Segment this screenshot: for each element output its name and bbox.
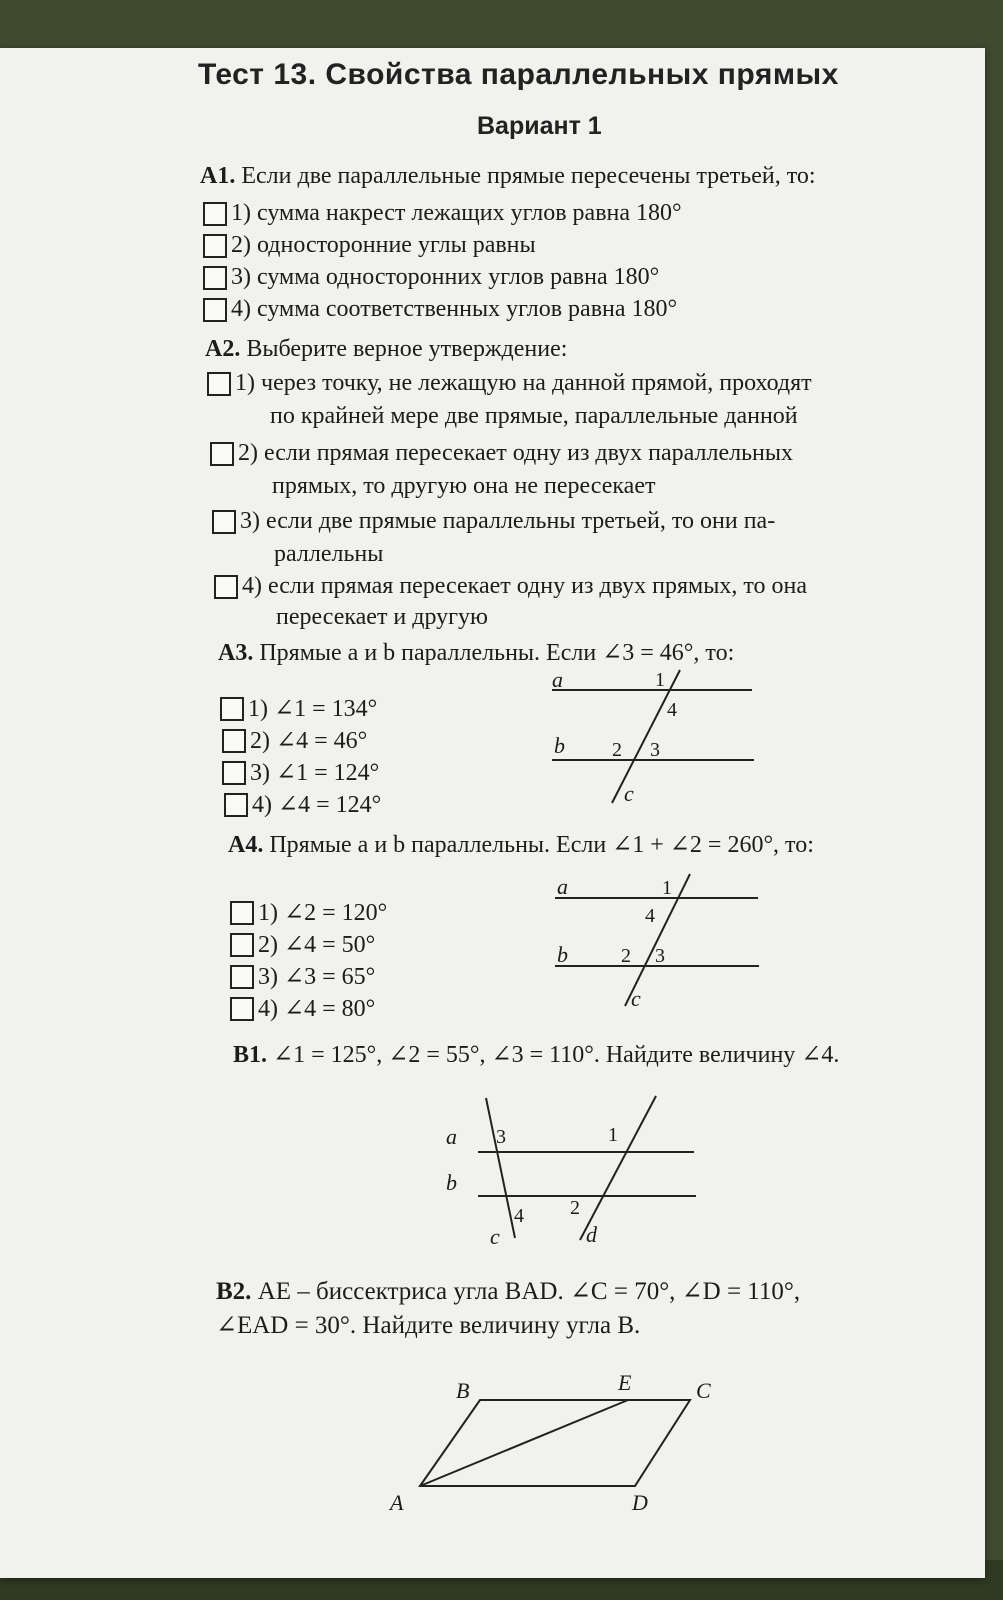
option-text: 2) односторонние углы равны xyxy=(231,232,536,258)
label-c: c xyxy=(624,781,634,806)
a4-label: А4. xyxy=(228,832,264,858)
a3-option-2[interactable] xyxy=(222,726,367,755)
vertex-c: C xyxy=(696,1378,711,1403)
a1-option-2[interactable] xyxy=(203,232,536,259)
a1-option-1[interactable] xyxy=(203,200,682,227)
checkbox[interactable] xyxy=(230,933,254,957)
option-text: 4) ∠4 = 80° xyxy=(258,996,376,1022)
label-c: c xyxy=(631,986,641,1011)
a2-question xyxy=(205,336,567,363)
a2-option-1[interactable] xyxy=(207,370,812,397)
a2-option-4-cont: пересекает и другую xyxy=(276,604,488,630)
b2-label: В2. xyxy=(216,1278,252,1305)
variant-title: Вариант 1 xyxy=(477,112,602,140)
checkbox[interactable] xyxy=(210,442,234,466)
option-text: 2) ∠4 = 50° xyxy=(258,932,376,958)
angle-2: 2 xyxy=(612,739,622,761)
option-text: 4) сумма соответственных углов равна 180° xyxy=(231,296,678,322)
angle-3: 3 xyxy=(496,1126,506,1148)
option-text: 3) ∠3 = 65° xyxy=(258,964,376,990)
vertex-d: D xyxy=(632,1490,648,1515)
checkbox[interactable] xyxy=(230,965,254,989)
a4-option-1[interactable] xyxy=(230,898,387,927)
angle-4: 4 xyxy=(667,699,677,721)
label-d: d xyxy=(586,1222,597,1247)
angle-4: 4 xyxy=(645,905,655,927)
b2-question-cont: ∠EAD = 30°. Найдите величину угла B. xyxy=(216,1312,641,1339)
a2-option-2-cont: прямых, то другую она не пересекает xyxy=(272,473,656,499)
a4-figure xyxy=(545,868,775,1018)
option-text: 1) через точку, не лежащую на данной прямой, проходят xyxy=(235,370,812,396)
angle-1: 1 xyxy=(662,877,672,899)
line-c xyxy=(486,1098,515,1238)
a4-question xyxy=(228,830,814,859)
angle-2: 2 xyxy=(621,945,631,967)
checkbox[interactable] xyxy=(207,372,231,396)
a1-option-4[interactable] xyxy=(203,296,677,323)
b1-question xyxy=(233,1040,839,1069)
a2-option-1-cont: по крайней мере две прямые, параллельные данной xyxy=(270,403,798,429)
option-text: 3) если две прямые параллельны третьей, то они па- xyxy=(240,508,776,534)
checkbox[interactable] xyxy=(222,761,246,785)
a2-text: Выберите верное утверждение: xyxy=(246,336,568,362)
parallelogram-abcd xyxy=(420,1400,690,1486)
a2-option-3[interactable] xyxy=(212,508,775,535)
angle-2: 2 xyxy=(570,1197,580,1219)
checkbox[interactable] xyxy=(212,510,236,534)
checkbox[interactable] xyxy=(224,793,248,817)
label-a: a xyxy=(557,874,568,899)
a3-question xyxy=(218,638,734,667)
a4-option-2[interactable] xyxy=(230,930,375,959)
label-b: b xyxy=(557,942,568,967)
option-text: 1) ∠1 = 134° xyxy=(248,696,378,722)
checkbox[interactable] xyxy=(230,997,254,1021)
a4-text: Прямые a и b параллельны. Если ∠1 + ∠2 = 260°, то: xyxy=(269,832,814,858)
checkbox[interactable] xyxy=(220,697,244,721)
checkbox[interactable] xyxy=(203,202,227,226)
angle-3: 3 xyxy=(650,739,660,761)
b2-text: AE – биссектриса угла BAD. ∠C = 70°, ∠D = 110°, xyxy=(257,1278,801,1305)
a1-label: А1. xyxy=(200,163,236,189)
option-text: 3) ∠1 = 124° xyxy=(250,760,380,786)
a2-label: А2. xyxy=(205,336,241,362)
checkbox[interactable] xyxy=(203,234,227,258)
label-b: b xyxy=(446,1170,457,1195)
a4-option-4[interactable] xyxy=(230,994,375,1023)
b2-figure xyxy=(380,1370,740,1520)
vertex-b: B xyxy=(456,1378,470,1403)
a3-option-1[interactable] xyxy=(220,694,377,723)
option-text: 1) сумма накрест лежащих углов равна 180° xyxy=(231,200,682,226)
angle-4: 4 xyxy=(514,1205,524,1227)
option-text: 3) сумма односторонних углов равна 180° xyxy=(231,264,660,290)
vertex-a: A xyxy=(390,1490,404,1515)
a2-option-2[interactable] xyxy=(210,440,793,467)
a4-option-3[interactable] xyxy=(230,962,375,991)
page-title: Тест 13. Свойства параллельных прямых xyxy=(198,58,839,91)
a2-option-3-cont: раллельны xyxy=(274,541,384,567)
checkbox[interactable] xyxy=(203,298,227,322)
a1-text: Если две параллельные прямые пересечены третьей, то: xyxy=(241,163,816,189)
label-b: b xyxy=(554,733,565,758)
b2-question xyxy=(216,1276,800,1306)
a3-text: Прямые a и b параллельны. Если ∠3 = 46°, то: xyxy=(259,640,735,666)
option-text: 4) ∠4 = 124° xyxy=(252,792,382,818)
checkbox[interactable] xyxy=(222,729,246,753)
a3-figure xyxy=(540,665,770,815)
option-text: 2) если прямая пересекает одну из двух параллельных xyxy=(238,440,794,466)
checkbox[interactable] xyxy=(203,266,227,290)
a2-option-4[interactable] xyxy=(214,573,807,600)
label-a: a xyxy=(446,1124,457,1149)
label-c: c xyxy=(490,1224,500,1249)
vertex-e: E xyxy=(618,1370,632,1395)
b1-figure xyxy=(430,1090,710,1260)
a3-label: А3. xyxy=(218,640,254,666)
a3-option-3[interactable] xyxy=(222,758,379,787)
a1-question xyxy=(200,163,816,190)
angle-3: 3 xyxy=(655,945,665,967)
checkbox[interactable] xyxy=(214,575,238,599)
b1-label: В1. xyxy=(233,1042,268,1068)
option-text: 1) ∠2 = 120° xyxy=(258,900,388,926)
checkbox[interactable] xyxy=(230,901,254,925)
a3-option-4[interactable] xyxy=(224,790,381,819)
label-a: a xyxy=(552,667,563,692)
b1-text: ∠1 = 125°, ∠2 = 55°, ∠3 = 110°. Найдите величину ∠4. xyxy=(273,1042,840,1068)
angle-1: 1 xyxy=(655,669,665,691)
option-text: 4) если прямая пересекает одну из двух прямых, то она xyxy=(242,573,808,599)
angle-1: 1 xyxy=(608,1124,618,1146)
a1-option-3[interactable] xyxy=(203,264,659,291)
option-text: 2) ∠4 = 46° xyxy=(250,728,368,754)
line-d xyxy=(580,1096,656,1240)
